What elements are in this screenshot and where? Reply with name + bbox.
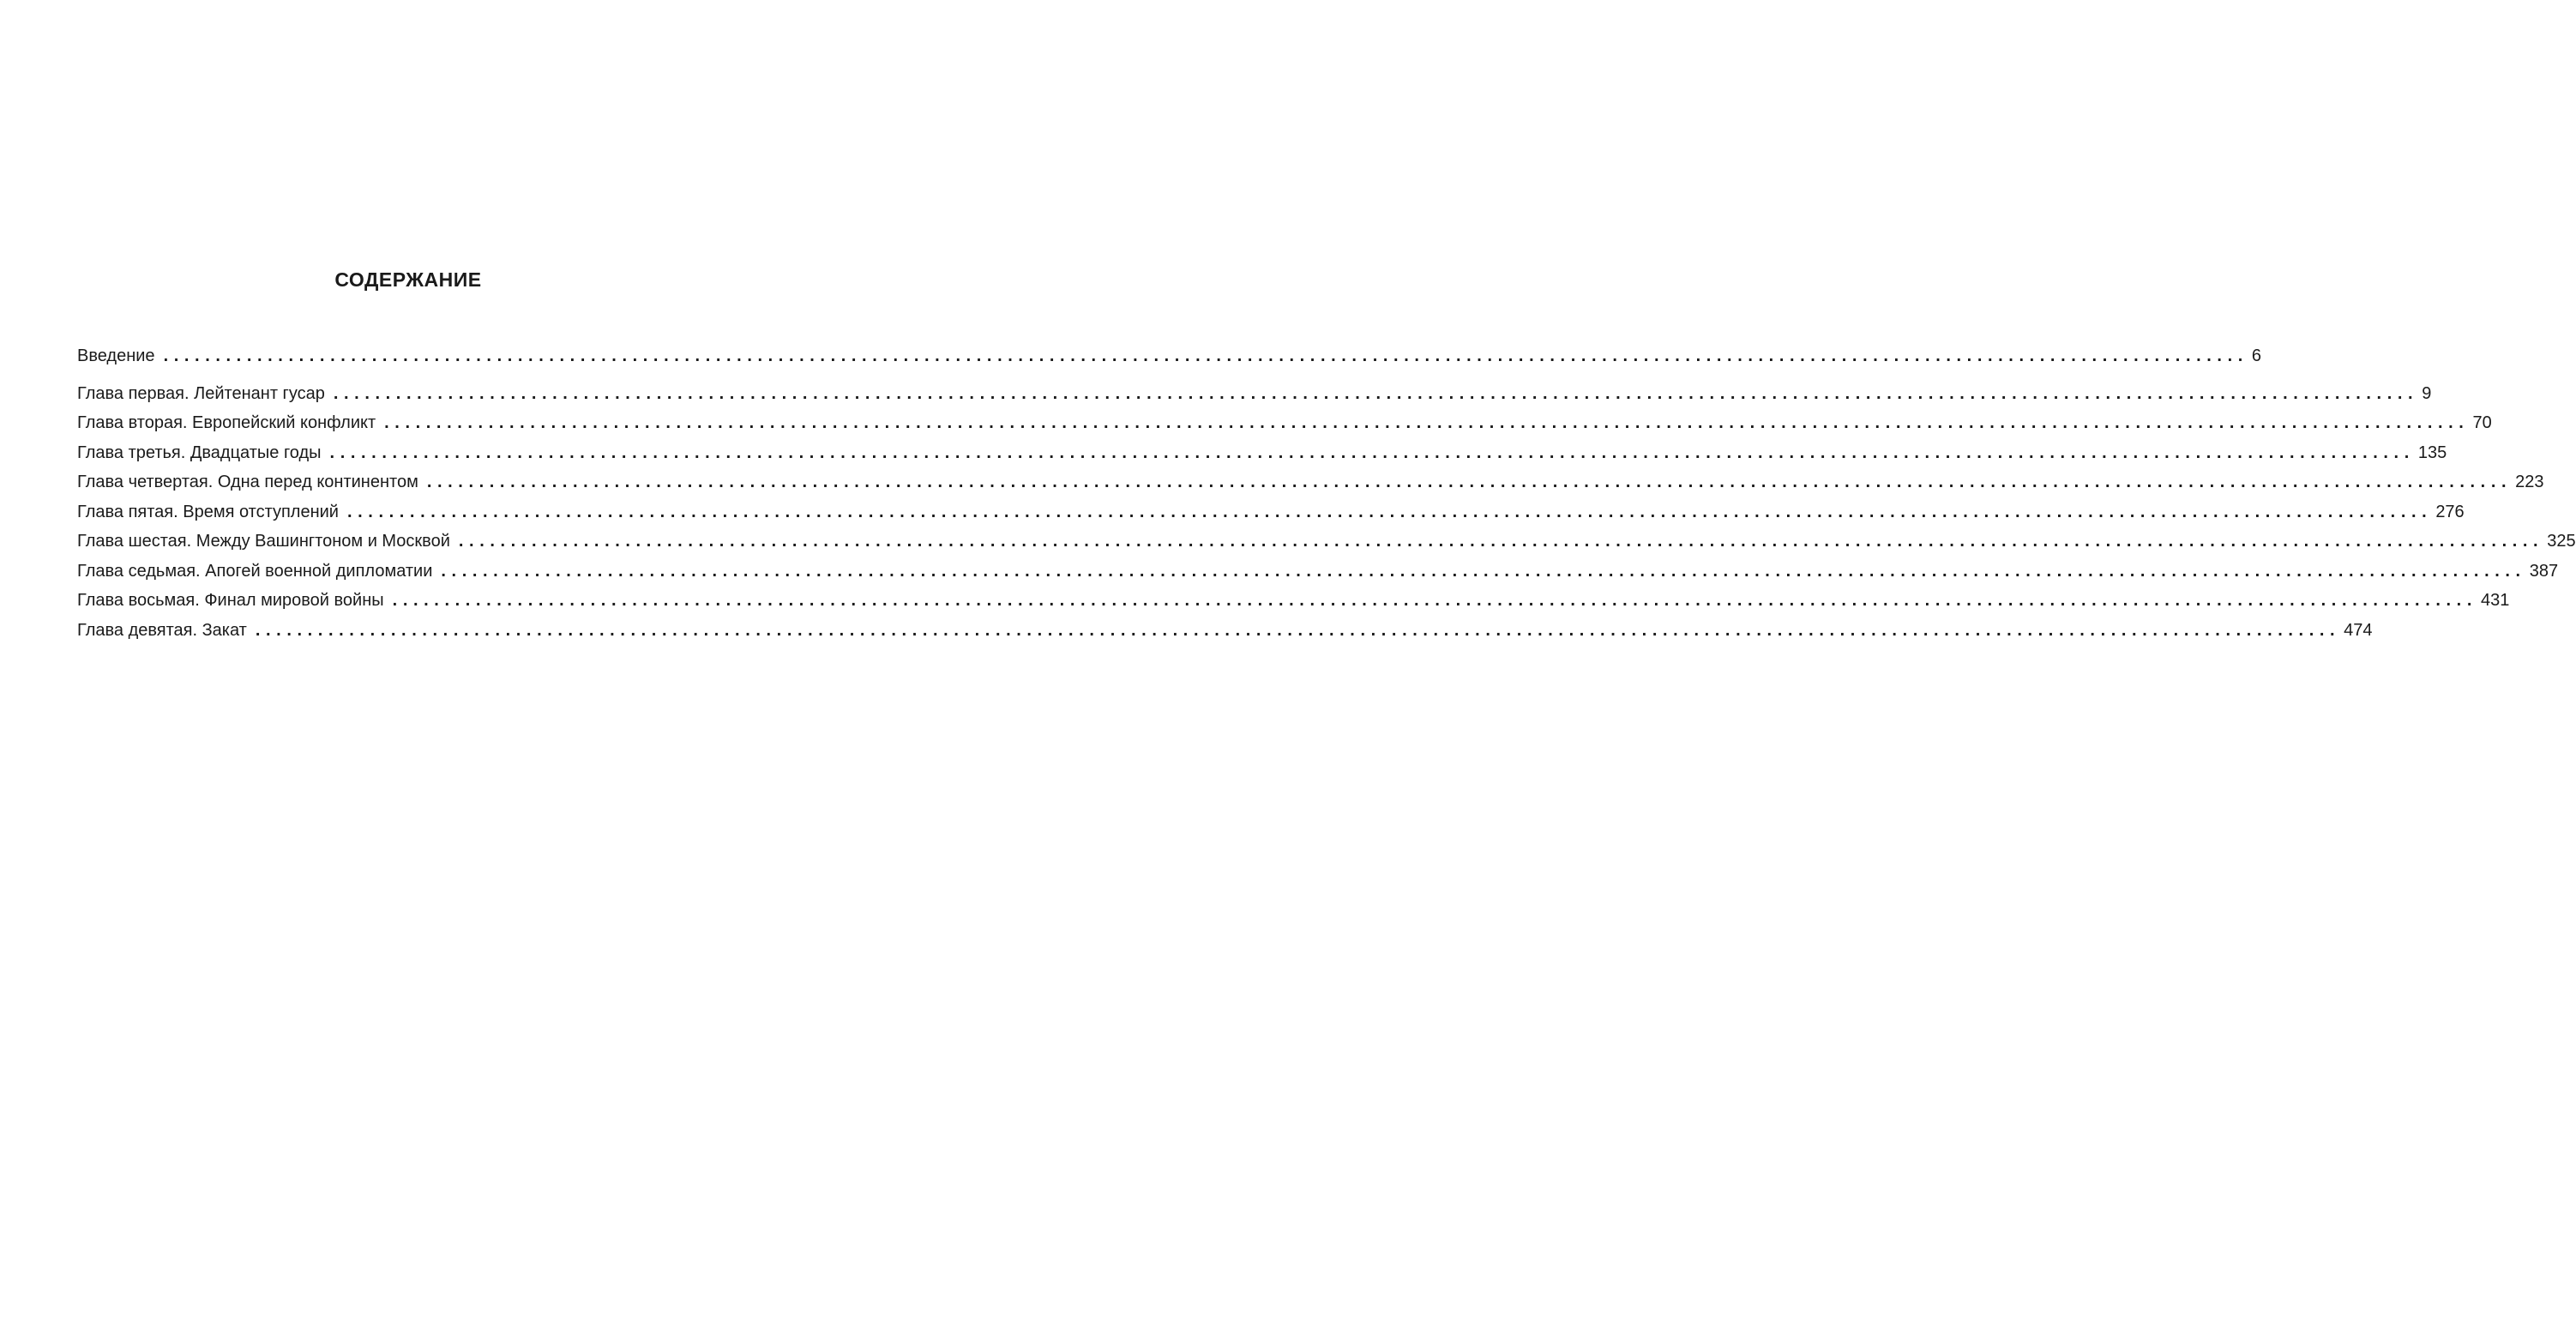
toc-entry-label: Глава девятая. Закат xyxy=(77,620,247,640)
toc-entry-chapter-8 xyxy=(77,586,2510,616)
toc-entry-page-number: 6 xyxy=(2251,346,2262,365)
dot-leader: ........................................................................................................................................................................................................ xyxy=(329,443,2415,462)
dot-leader: ........................................................................................................................................................................................................ xyxy=(441,561,2526,581)
toc-list xyxy=(77,341,2576,645)
toc-entry-page-number: 276 xyxy=(2435,502,2465,521)
toc-entry-chapter-3 xyxy=(77,438,2447,468)
toc-entry-label: Глава шестая. Между Вашингтоном и Москвой xyxy=(77,532,450,551)
dot-leader: ........................................................................................................................................................................................................ xyxy=(384,413,2470,432)
toc-entry-chapter-4 xyxy=(77,467,2544,497)
dot-leader: ........................................................................................................................................................................................................ xyxy=(163,346,2248,365)
toc-entry-chapter-9 xyxy=(77,616,2373,646)
toc-entry-label: Глава четвертая. Одна перед континентом xyxy=(77,473,418,491)
toc-entry-chapter-7 xyxy=(77,557,2559,587)
toc-entry-page-number: 70 xyxy=(2472,413,2492,432)
toc-entry-label: Глава третья. Двадцатые годы xyxy=(77,443,322,462)
toc-entry-introduction xyxy=(77,341,2262,371)
toc-title: СОДЕРЖАНИЕ xyxy=(334,268,482,291)
toc-entry-page-number: 223 xyxy=(2515,473,2544,491)
dot-leader: ........................................................................................................................................................................................................ xyxy=(255,620,2341,640)
toc-entry-page-number: 431 xyxy=(2480,591,2510,610)
toc-entry-page-number: 387 xyxy=(2529,561,2559,581)
toc-entry-page-number: 325 xyxy=(2547,532,2576,551)
toc-entry-label: Глава седьмая. Апогей военной дипломатии xyxy=(77,561,433,581)
toc-entry-page-number: 135 xyxy=(2417,443,2447,462)
toc-entry-page-number: 474 xyxy=(2344,620,2373,640)
toc-entry-page-number: 9 xyxy=(2422,383,2432,403)
dot-leader: ........................................................................................................................................................................................................ xyxy=(426,473,2513,491)
toc-entry-label: Введение xyxy=(77,346,155,365)
dot-leader: ........................................................................................................................................................................................................ xyxy=(392,591,2477,610)
toc-entry-label: Глава вторая. Европейский конфликт xyxy=(77,413,376,432)
toc-entry-label: Глава первая. Лейтенант гусар xyxy=(77,383,325,403)
toc-entry-label: Глава пятая. Время отступлений xyxy=(77,502,339,521)
dot-leader: ........................................................................................................................................................................................................ xyxy=(346,502,2433,521)
toc-entry-label: Глава восьмая. Финал мировой войны xyxy=(77,591,384,610)
toc-entry-chapter-2 xyxy=(77,408,2492,438)
toc-entry-chapter-6 xyxy=(77,527,2576,557)
toc-entry-chapter-5 xyxy=(77,497,2465,527)
dot-leader: ........................................................................................................................................................................................................ xyxy=(458,532,2544,551)
dot-leader: ........................................................................................................................................................................................................ xyxy=(333,383,2419,403)
toc-entry-chapter-1 xyxy=(77,379,2432,409)
